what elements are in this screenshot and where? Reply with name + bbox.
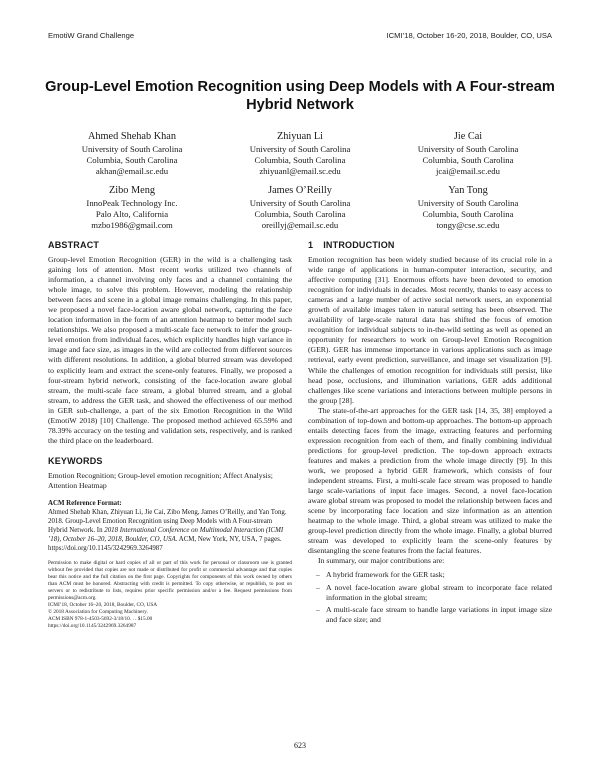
author-card <box>216 184 384 231</box>
author-location: Palo Alto, California <box>95 209 169 219</box>
permission-isbn: ACM ISBN 978-1-4503-5692-3/18/10. . . $15.00 <box>48 615 153 622</box>
dash-bullet-icon: – <box>316 582 320 592</box>
running-head-left: EmotiW Grand Challenge <box>48 31 135 40</box>
abstract-heading: ABSTRACT <box>48 240 100 250</box>
intro-paragraph-2: The state-of-the-art approaches for the GER task [14, 35, 38] employed a combination of top-down and bottom-up approaches. The bottom-up approach entails detecting faces from the image, extracting features and performing expression recognition from each of them, and finally combining individual predictions for group-level prediction. The top-down approach extracts features and makes a prediction from the whole image directly [9]. In this work, we proposed a hybrid GER framework, which consists of four independent streams. First, a multi-scale face stream was proposed to handle large scale-variations of input face images. Second, a novel face-location aware global stream was proposed to model the relationship between faces and scene by incorporating face location and size information as an attention heatmap to the whole image. Third, a global stream was utilized to make the group-level prediction directly from the whole image. Finally, a global blurred stream was developed to explicitly learn the scene-only features by disentangling the scene features from the facial features. <box>308 405 552 556</box>
author-card <box>384 184 552 231</box>
contribution-text: A novel face-location aware global stream to incorporate face related information in the global stream; <box>326 582 552 602</box>
author-email: tongy@cse.sc.edu <box>436 220 500 230</box>
author-card <box>216 130 384 177</box>
left-column <box>48 240 292 630</box>
keywords-heading: KEYWORDS <box>48 455 103 466</box>
abstract-text: Group-level Emotion Recognition (GER) in the wild is a challenging task gaining lots of attention. Most recent works utilized two channels of information, a channel involving only faces and a channel containing the whole image, to solve this problem. However, modeling the relationship between faces and scene in a global image remains challenging. In this paper, we proposed a novel face-location aware global network, capturing the face location information in the form of an attention heatmap to better model such relationships. We also proposed a multi-scale face network to infer the group-level emotion from individual faces, which explicitly handles high variance in image and face size, as images in the wild are collected from different sources with different resolutions. In addition, a global blurred stream was developed to explicitly learn and extract the scene-only features. Finally, we proposed a four-stream hybrid network, consisting of the face-location aware global stream, the multi-scale face stream, a global blurred stream, and a global stream, to address the GER task, and showed the effectiveness of our method in GER sub-challenge, a part of the six Emotion Recognition in the Wild (EmotiW 2018) [10] Challenge. The proposed method achieved 65.59% and 78.39% accuracy on the testing and validation sets, respectively, and is ranked the third place on the leaderboard. <box>48 255 292 445</box>
keywords-text: Emotion Recognition; Group-level emotion recognition; Affect Analysis; Attention Heatmap <box>48 470 273 490</box>
author-name: Zibo Meng <box>108 185 156 196</box>
section-title: INTRODUCTION <box>323 240 395 250</box>
dash-bullet-icon: – <box>316 570 320 580</box>
author-location: Columbia, South Carolina <box>254 155 346 165</box>
author-affiliation: University of South Carolina <box>81 144 183 154</box>
author-email: zhiyuanl@email.sc.edu <box>259 166 341 176</box>
acm-reference-text <box>48 508 292 553</box>
author-affiliation: University of South Carolina <box>417 144 519 154</box>
author-email: akhan@email.sc.edu <box>95 166 169 176</box>
contributions-list <box>308 570 552 624</box>
right-column <box>308 240 552 627</box>
acm-reference-authors: Ahmed Shehab Khan, Zhiyuan Li, Jie Cai, Zibo Meng, James O’Reilly, and Yan Tong. 2018. Group-Level Emotion Recognition using Deep Models with A Four-stream Hybrid Network. In <box>48 508 287 534</box>
permission-footnote <box>48 560 292 630</box>
paper-title: Group-Level Emotion Recognition using Deep Models with A Four-stream Hybrid Network <box>45 79 555 113</box>
intro-paragraph-3: In summary, our major contributions are: <box>318 556 445 566</box>
author-name: Ahmed Shehab Khan <box>87 131 177 142</box>
author-card <box>384 130 552 177</box>
section-number: 1 <box>308 240 314 250</box>
permission-doi-link[interactable]: https://doi.org/10.1145/3242969.3264987 <box>48 622 137 629</box>
acm-reference-heading: ACM Reference Format: <box>48 499 122 507</box>
list-item <box>316 570 552 580</box>
contribution-text: A hybrid framework for the GER task; <box>326 570 445 580</box>
author-affiliation: University of South Carolina <box>249 144 351 154</box>
introduction-heading <box>308 240 552 251</box>
author-email: mzbo1986@gmail.com <box>91 220 173 230</box>
author-affiliation: InnoPeak Technology Inc. <box>86 198 178 208</box>
author-email: jcai@email.sc.edu <box>436 166 500 176</box>
author-name: Jie Cai <box>453 131 483 142</box>
author-affiliation: University of South Carolina <box>417 198 519 208</box>
author-card <box>48 184 216 231</box>
acm-reference-venue: 2018 International Conference on Multimodal Interaction (ICMI ’18), October 16–20, 2018, Boulder, CO, USA. <box>48 526 284 543</box>
page-number: 623 <box>294 741 306 750</box>
acm-reference-tail: ACM, New York, NY, USA, 7 pages. https://doi.org/10.1145/3242969.3264987 <box>48 535 282 552</box>
author-name: James O’Reilly <box>268 185 332 196</box>
permission-text: Permission to make digital or hard copies of all or part of this work for personal or classroom use is granted without fee provided that copies are not made or distributed for profit or commercial advantage and that copies bear this notice and the full citation on the first page. Copyrights for components of this work owned by others than ACM must be honored. Abstracting with credit is permitted. To copy otherwise, or republish, to post on servers or to redistribute to lists, requires prior specific permission and/or a fee. Request permissions from permissions@acm.org. <box>48 559 292 601</box>
running-head-right: ICMI’18, October 16-20, 2018, Boulder, CO, USA <box>386 31 552 40</box>
permission-conf: ICMI’18, October 16–20, 2018, Boulder, CO, USA <box>48 601 158 608</box>
permission-copyright: © 2018 Association for Computing Machinery. <box>48 608 148 615</box>
author-card <box>48 130 216 177</box>
author-affiliation: University of South Carolina <box>249 198 351 208</box>
list-item <box>316 605 552 625</box>
author-location: Columbia, South Carolina <box>254 209 346 219</box>
author-location: Columbia, South Carolina <box>422 209 514 219</box>
author-email: oreillyj@email.sc.edu <box>261 220 339 230</box>
author-location: Columbia, South Carolina <box>86 155 178 165</box>
dash-bullet-icon: – <box>316 604 320 614</box>
author-name: Zhiyuan Li <box>276 131 324 142</box>
running-head <box>48 31 552 43</box>
author-location: Columbia, South Carolina <box>422 155 514 165</box>
list-item <box>316 583 552 603</box>
contribution-text: A multi-scale face stream to handle large variations in input image size and face size; and <box>326 604 552 624</box>
intro-paragraph-1: Emotion recognition has been widely studied because of its crucial role in a wide range of applications in human-computer interaction, security, and affective computing [31]. Enormous efforts have been devoted to emotion recognition for individuals in decades. Most recently, thanks to easy access to cameras and a large number of active social network users, an exponential growth of available images taken in natural setting has been observed. The availability of large-scale natural data has shifted the focus of emotion recognition for individual subjects to in-the-wild setting as well as opened an opportunity for researchers to work on Group-level Emotion Recognition (GER). GER has immense importance in various applications such as image retrieval, early event prediction, surveillance, and image set visualization [9]. While the challenges of emotion recognition for individuals still persist, like head pose, occlusions, and illumination variations, GER adds additional challenges like scene variations and interactions between multiple persons in the group [28]. <box>308 255 552 405</box>
author-name: Yan Tong <box>448 185 488 196</box>
